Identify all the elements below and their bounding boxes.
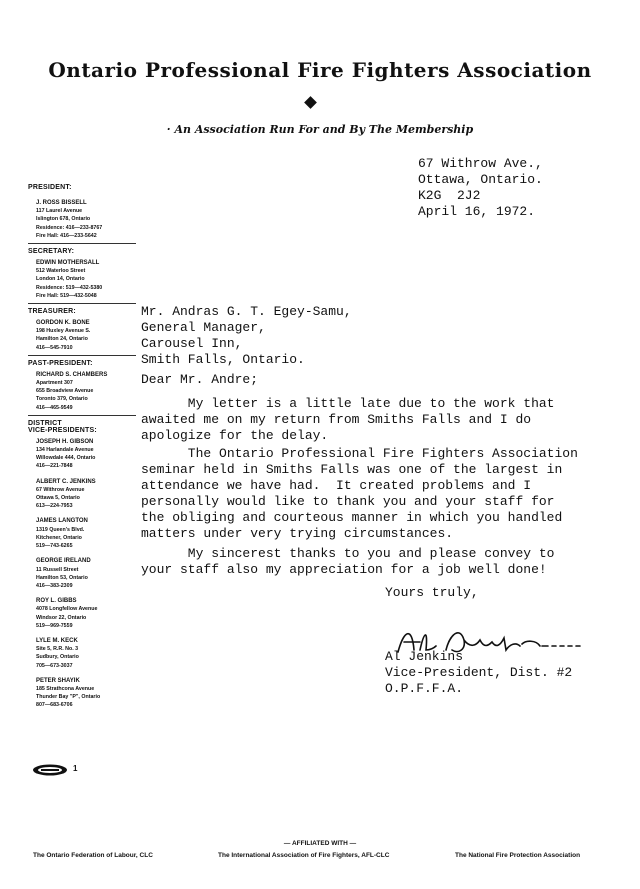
officer-entry	[28, 517, 140, 550]
officer-detail: 613—224-7953	[36, 503, 73, 510]
officer-entry	[28, 677, 140, 710]
officer-detail: Kitchener, Ontario	[36, 534, 82, 541]
officer-detail: 705—673-3037	[36, 662, 73, 669]
officer-entry	[28, 478, 140, 511]
sender-address	[418, 156, 543, 220]
body-line: personally would like to thank you and your staff for	[141, 494, 555, 509]
officer-detail: Ottawa 5, Ontario	[36, 495, 80, 502]
body-line: seminar held in Smiths Falls was one of the largest in	[141, 462, 563, 477]
officer-entry	[28, 637, 140, 670]
officer-detail: Thunder Bay "P", Ontario	[36, 694, 101, 701]
signer-organization: O.P.F.F.A.	[385, 681, 464, 696]
officer-detail: Fire Hall: 416—233-5642	[36, 232, 97, 239]
sidebar-heading-district: DISTRICT	[28, 419, 62, 427]
officer-detail: Residence: 519—432-5380	[36, 284, 103, 291]
officer-detail: Hamilton 53, Ontario	[36, 574, 88, 581]
salutation: Dear Mr. Andre;	[141, 372, 259, 387]
sidebar-heading-president: PRESIDENT:	[28, 184, 72, 191]
body-line: the obliging and courteous manner in which you handled	[141, 510, 563, 525]
body-line: My sincerest thanks to you and please convey to	[141, 546, 555, 561]
officer-detail: 1319 Queen's Blvd.	[36, 526, 85, 533]
sidebar-divider	[28, 355, 136, 356]
officer-name: LYLE M. KECK	[36, 637, 78, 644]
diamond-ornament-icon	[304, 96, 317, 109]
recipient-line: Carousel Inn,	[141, 336, 243, 351]
officer-detail: Sudbury, Ontario	[36, 654, 79, 661]
recipient-address	[141, 304, 352, 368]
body-line: attendance we have had. It created problems and I	[141, 478, 532, 493]
officer-detail: Residence: 416—233-8767	[36, 224, 103, 231]
footer-affiliate-right: The National Fire Protection Association	[455, 852, 581, 859]
body-line: awaited me on my return from Smiths Falls and I do	[141, 412, 532, 427]
sidebar-heading-secretary: SECRETARY:	[28, 248, 75, 256]
officer-detail: Site 5, R.R. No. 3	[36, 646, 79, 653]
body-line: The Ontario Professional Fire Fighters Association	[141, 446, 578, 461]
letter-date: April 16, 1972.	[418, 204, 536, 219]
officer-entry	[28, 319, 140, 352]
officer-entry	[28, 259, 140, 300]
recipient-line: Mr. Andras G. T. Egey-Samu,	[141, 304, 352, 319]
sender-address-line: 67 Withrow Ave.,	[418, 156, 543, 171]
sidebar-divider	[28, 415, 136, 416]
officer-name: ROY L. GIBBS	[36, 598, 77, 605]
officer-detail: 416—383-2309	[36, 582, 73, 589]
body-paragraph	[141, 546, 554, 578]
footer-affiliate-center: The International Association of Fire Fighters, AFL-CLC	[218, 852, 390, 859]
letterhead-subtitle: · An Association Run For and By The Membership	[166, 123, 474, 136]
sidebar-heading-past-president: PAST-PRESIDENT:	[28, 359, 93, 367]
officer-detail: Toronto 379, Ontario	[36, 396, 88, 403]
footer-affiliated-with: — AFFILIATED WITH —	[283, 840, 357, 847]
officer-detail: 134 Harlandale Avenue	[36, 447, 94, 454]
officer-entry	[28, 199, 140, 240]
officer-sidebar	[28, 184, 140, 710]
officer-detail: Islington 678, Ontario	[36, 216, 91, 223]
sidebar-heading-treasurer: TREASURER:	[28, 308, 76, 316]
officer-detail: 655 Broadview Avenue	[36, 388, 94, 395]
officer-detail: Fire Hall: 519—432-5048	[36, 292, 97, 299]
officer-detail: 807—683-6706	[36, 702, 73, 709]
officer-entry	[28, 371, 140, 412]
officer-name: JAMES LANGTON	[36, 518, 88, 525]
sender-address-line: K2G 2J2	[418, 188, 481, 203]
officer-name: PETER SHAYIK	[36, 677, 80, 684]
footer-affiliate-left: The Ontario Federation of Labour, CLC	[33, 852, 153, 859]
letterhead-title: Ontario Professional Fire Fighters Association	[48, 58, 592, 82]
body-paragraph	[141, 446, 578, 542]
officer-detail: 416—465-9549	[36, 404, 73, 411]
officer-detail: 117 Laurel Avenue	[36, 208, 83, 215]
body-line: matters under very trying circumstances.	[141, 526, 454, 541]
officer-detail: 198 Huxley Avenue S.	[36, 328, 91, 335]
officer-detail: 512 Waterloo Street	[36, 268, 86, 275]
officer-name: RICHARD S. CHAMBERS	[36, 371, 108, 378]
officer-detail: 416—545-7910	[36, 344, 73, 351]
officer-detail: 416—221-7848	[36, 463, 73, 470]
body-paragraph	[141, 396, 554, 444]
signature-block	[385, 649, 572, 697]
body-line: your staff also my appreciation for a job well done!	[141, 562, 547, 577]
closing: Yours truly,	[385, 585, 479, 600]
body-line: My letter is a little late due to the work that	[141, 396, 555, 411]
officer-detail: Apartment 307	[36, 380, 73, 387]
officer-detail: 11 Russell Street	[36, 566, 79, 573]
officer-detail: 519—969-7559	[36, 622, 73, 629]
officer-entry	[28, 597, 140, 630]
officer-entry	[28, 438, 140, 471]
sender-address-line: Ottawa, Ontario.	[418, 172, 543, 187]
sidebar-divider	[28, 243, 136, 244]
signer-title: Vice-President, Dist. #2	[385, 665, 573, 680]
union-label-number: 1	[73, 764, 78, 773]
sidebar-heading-vice-presidents: VICE-PRESIDENTS:	[28, 426, 97, 434]
officer-detail: Hamilton 24, Ontario	[36, 336, 88, 343]
sidebar-divider	[28, 303, 136, 304]
recipient-line: General Manager,	[141, 320, 266, 335]
officer-detail: 519—743-6265	[36, 543, 73, 550]
officer-name: EDWIN MOTHERSALL	[36, 260, 100, 267]
officer-entry	[28, 557, 140, 590]
officer-name: JOSEPH H. GIBSON	[36, 438, 94, 445]
officer-detail: 67 Withrow Avenue	[36, 486, 85, 493]
officer-detail: Willowdale 444, Ontario	[36, 455, 96, 462]
signer-name: Al Jenkins	[385, 649, 464, 664]
officer-name: GEORGE IRELAND	[36, 558, 91, 565]
officer-detail: 4078 Longfellow Avenue	[36, 606, 98, 613]
officer-name: GORDON K. BONE	[36, 320, 90, 327]
officer-name: J. ROSS BISSELL	[36, 200, 87, 206]
body-line: apologize for the delay.	[141, 428, 329, 443]
officer-detail: 185 Strathcona Avenue	[36, 685, 95, 692]
union-label-icon	[32, 764, 68, 776]
recipient-line: Smith Falls, Ontario.	[141, 352, 305, 367]
officer-name: ALBERT C. JENKINS	[36, 478, 96, 485]
officer-detail: Windsor 22, Ontario	[36, 614, 87, 621]
officer-detail: London 14, Ontario	[36, 276, 85, 283]
